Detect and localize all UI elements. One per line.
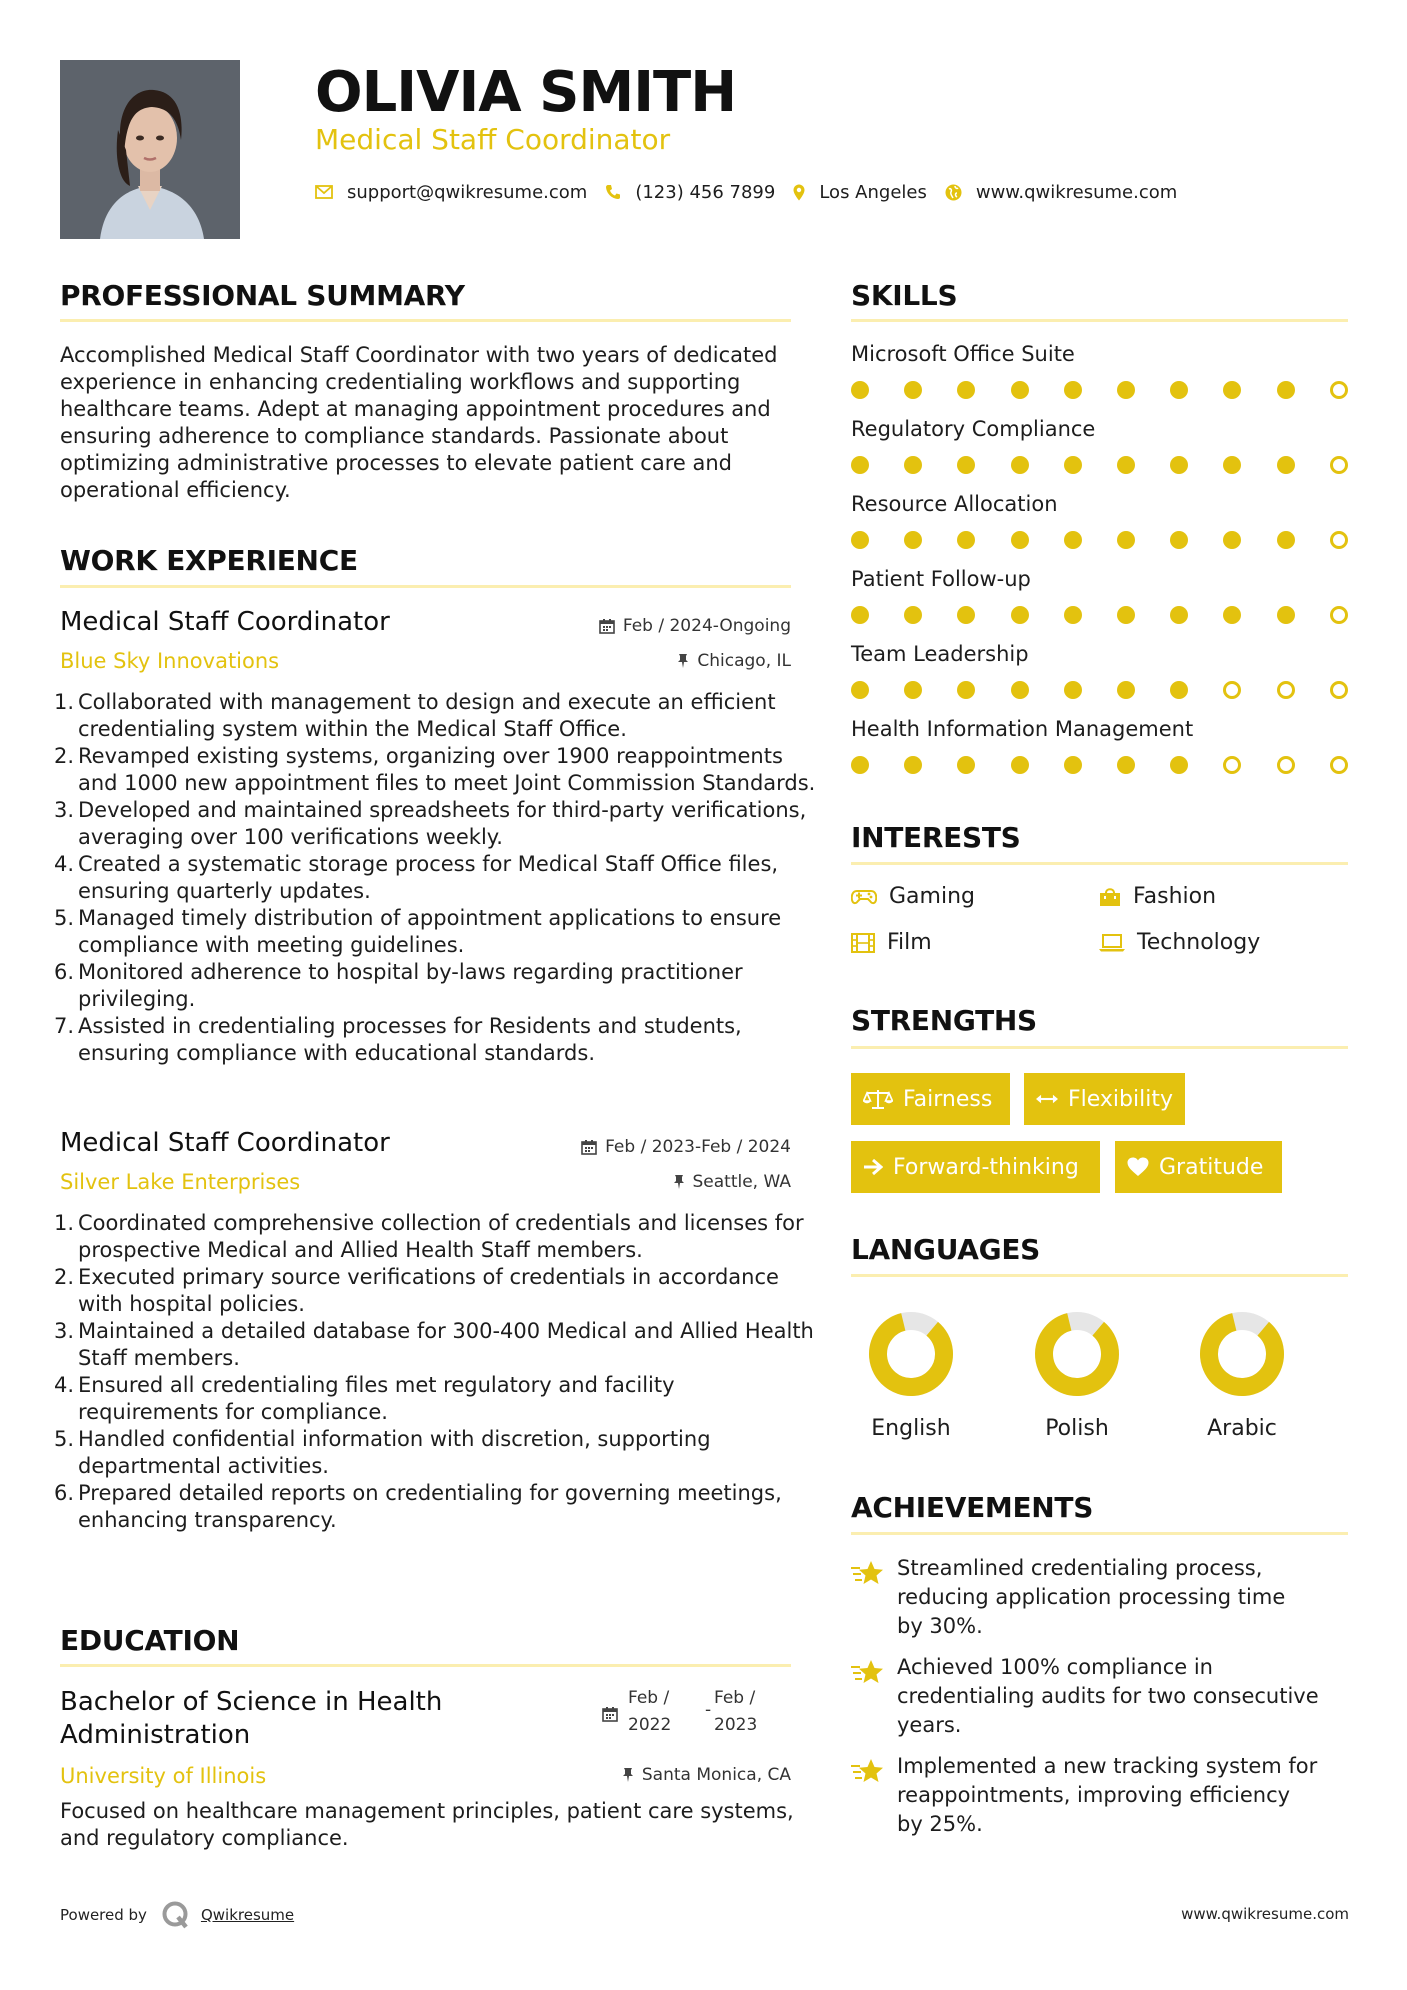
skill-dot-empty xyxy=(1223,681,1241,699)
education-dates xyxy=(602,1688,762,1744)
edu-start-year: 2022 xyxy=(628,1715,672,1735)
summary-divider xyxy=(60,319,791,322)
achievement-text xyxy=(897,1653,1347,1740)
skill-dot-filled xyxy=(1117,606,1135,624)
skill-dot-filled xyxy=(904,381,922,399)
star-icon xyxy=(851,1659,885,1687)
languages-divider xyxy=(851,1274,1348,1277)
arrows-horizontal-icon xyxy=(1036,1092,1058,1106)
experience-heading: WORK EXPERIENCE xyxy=(60,544,358,577)
interest-technology xyxy=(1099,929,1260,957)
education-text: Focused on healthcare management principles, patient care systems, and regulatory compliance. xyxy=(60,1799,794,1850)
skill-name: Team Leadership xyxy=(851,642,1029,666)
interest-gaming xyxy=(851,883,975,911)
skill-dot-filled xyxy=(1064,381,1082,399)
skills-divider xyxy=(851,319,1348,322)
laptop-icon xyxy=(1099,934,1125,952)
job-location-text-1: Chicago, IL xyxy=(697,651,791,671)
achievement-text xyxy=(897,1554,1347,1641)
job-bullets-2 xyxy=(60,1210,818,1534)
skill-dot-filled xyxy=(851,531,869,549)
education-location xyxy=(622,1764,791,1786)
degree-line-2: Administration xyxy=(60,1720,251,1750)
skill-name: Microsoft Office Suite xyxy=(851,342,1075,366)
pushpin-icon xyxy=(677,653,689,669)
achievement-line: reducing application processing time xyxy=(897,1585,1286,1609)
skill-dot-filled xyxy=(1277,381,1295,399)
education-divider xyxy=(60,1664,791,1667)
skill-dot-filled xyxy=(1011,756,1029,774)
job-dates-2 xyxy=(581,1136,791,1158)
powered-by-text: Powered by xyxy=(60,1906,147,1924)
interest-fashion xyxy=(1099,883,1216,911)
strength-forward-thinking xyxy=(851,1141,1100,1193)
job-dates-text-1: Feb / 2024-Ongoing xyxy=(622,616,791,636)
achievement-text xyxy=(897,1752,1347,1839)
strength-flexibility xyxy=(1024,1073,1185,1125)
skill-dot-filled xyxy=(1170,531,1188,549)
skill-dot-filled xyxy=(1064,606,1082,624)
skill-rating xyxy=(851,456,1348,474)
languages-heading: LANGUAGES xyxy=(851,1233,1041,1266)
interests-heading: INTERESTS xyxy=(851,821,1021,854)
school-name: University of Illinois xyxy=(60,1764,267,1788)
skill-dot-filled xyxy=(1011,531,1029,549)
skill-dot-filled xyxy=(1170,381,1188,399)
skill-dot-empty xyxy=(1223,756,1241,774)
achievement-line: Achieved 100% compliance in xyxy=(897,1655,1213,1679)
footer-powered-by xyxy=(60,1900,294,1930)
skill-dot-filled xyxy=(1117,681,1135,699)
list-item: Collaborated with management to design and execute an efficient credentialing system within the Medical Staff Office. xyxy=(78,690,776,741)
skill-dot-filled xyxy=(904,681,922,699)
achievements-heading: ACHIEVEMENTS xyxy=(851,1491,1094,1524)
strength-gratitude xyxy=(1115,1141,1282,1193)
skill-dot-filled xyxy=(1277,531,1295,549)
skill-name: Resource Allocation xyxy=(851,492,1058,516)
star-icon xyxy=(851,1560,885,1588)
strength-label: Fairness xyxy=(903,1086,993,1112)
profile-photo xyxy=(60,60,240,239)
skill-dot-filled xyxy=(1117,756,1135,774)
candidate-title: Medical Staff Coordinator xyxy=(315,123,671,156)
skill-dot-filled xyxy=(904,606,922,624)
skill-dot-empty xyxy=(1330,456,1348,474)
edu-end-year: 2023 xyxy=(714,1715,758,1735)
edu-start-month: Feb / xyxy=(628,1688,670,1708)
skill-dot-filled xyxy=(904,456,922,474)
skill-dot-filled xyxy=(957,381,975,399)
education-location-text: Santa Monica, CA xyxy=(641,1765,791,1785)
language-ring xyxy=(1192,1304,1292,1404)
skill-dot-filled xyxy=(1223,381,1241,399)
education-heading: EDUCATION xyxy=(60,1624,240,1657)
list-item: Developed and maintained spreadsheets for third-party verifications, averaging over 100 verifications weekly. xyxy=(78,798,807,849)
list-item: Monitored adherence to hospital by-laws regarding practitioner privileging. xyxy=(78,960,743,1011)
job-dates-1 xyxy=(599,615,791,637)
achievement-line: by 30%. xyxy=(897,1614,983,1638)
language-name: Arabic xyxy=(1207,1416,1277,1441)
skill-dot-filled xyxy=(1223,531,1241,549)
list-item: Created a systematic storage process for Medical Staff Office files, ensuring quarterly updates. xyxy=(78,852,779,903)
contact-email[interactable] xyxy=(315,182,587,203)
list-item: Prepared detailed reports on credentialing for governing meetings, enhancing transparency. xyxy=(78,1481,782,1532)
list-item: Revamped existing systems, organizing over 1900 reappointments and 1000 new appointment files to meet Joint Commission Standards. xyxy=(78,744,816,795)
achievement-line: by 25%. xyxy=(897,1812,983,1836)
job-dates-text-2: Feb / 2023-Feb / 2024 xyxy=(605,1137,791,1157)
email-text: support@qwikresume.com xyxy=(347,181,588,203)
skill-dot-filled xyxy=(1011,381,1029,399)
location-text: Los Angeles xyxy=(819,181,927,203)
achievement-line: reappointments, improving efficiency xyxy=(897,1783,1291,1807)
skill-dot-filled xyxy=(1223,456,1241,474)
skill-dot-filled xyxy=(1117,456,1135,474)
skill-dot-filled xyxy=(1170,681,1188,699)
skill-dot-filled xyxy=(851,756,869,774)
list-item: Coordinated comprehensive collection of credentials and licenses for prospective Medical and Allied Health Staff members. xyxy=(78,1211,804,1262)
star-icon xyxy=(851,1758,885,1786)
list-item: Handled confidential information with discretion, supporting departmental activities. xyxy=(78,1427,711,1478)
list-item: Maintained a detailed database for 300-400 Medical and Allied Health Staff members. xyxy=(78,1319,814,1370)
skill-dot-filled xyxy=(1064,681,1082,699)
phone-icon xyxy=(605,184,621,200)
website-text: www.qwikresume.com xyxy=(975,181,1178,203)
job-bullets-1 xyxy=(60,689,818,1067)
achievement-line: years. xyxy=(897,1713,962,1737)
job-location-2 xyxy=(673,1171,792,1193)
language-ring xyxy=(1027,1304,1127,1404)
job-location-1 xyxy=(677,650,791,672)
skill-dot-filled xyxy=(957,681,975,699)
skill-dot-empty xyxy=(1330,381,1348,399)
film-icon xyxy=(851,933,875,953)
strength-label: Forward-thinking xyxy=(893,1154,1079,1180)
skill-rating xyxy=(851,531,1348,549)
skill-dot-filled xyxy=(851,381,869,399)
skill-rating xyxy=(851,756,1348,774)
company-2: Silver Lake Enterprises xyxy=(60,1170,301,1194)
strengths-divider xyxy=(851,1046,1348,1049)
skills-heading: SKILLS xyxy=(851,279,958,312)
skill-name: Regulatory Compliance xyxy=(851,417,1096,441)
job-title-1: Medical Staff Coordinator xyxy=(60,607,390,637)
skill-dot-filled xyxy=(1064,456,1082,474)
achievements-divider xyxy=(851,1532,1348,1535)
skill-dot-filled xyxy=(1277,606,1295,624)
company-1: Blue Sky Innovations xyxy=(60,649,280,673)
list-item: Managed timely distribution of appointment applications to ensure compliance with meeting guidelines. xyxy=(78,906,782,957)
interest-label: Gaming xyxy=(889,884,975,909)
heart-icon xyxy=(1127,1157,1149,1177)
contact-location xyxy=(793,182,927,203)
skill-dot-filled xyxy=(904,531,922,549)
envelope-icon xyxy=(315,185,333,199)
interests-divider xyxy=(851,862,1348,865)
skill-dot-filled xyxy=(1011,606,1029,624)
skill-dot-filled xyxy=(1011,456,1029,474)
portrait-image xyxy=(60,60,240,239)
map-pin-icon xyxy=(793,184,805,201)
qwikresume-link[interactable]: Qwikresume xyxy=(200,1906,295,1924)
language-ring xyxy=(861,1304,961,1404)
summary-text: Accomplished Medical Staff Coordinator with two years of dedicated experience in enhancing credentialing workflows and supporting healthcare teams. Adept at managing appointment procedures and ensuring adherence to compliance standards. Passionate about optimizing administrative processes to elevate patient care and operational efficiency. xyxy=(60,343,778,502)
balance-scale-icon xyxy=(863,1088,893,1110)
contact-phone[interactable] xyxy=(605,182,775,203)
skill-dot-filled xyxy=(1223,606,1241,624)
strengths-heading: STRENGTHS xyxy=(851,1004,1037,1037)
skill-dot-filled xyxy=(851,606,869,624)
skill-name: Patient Follow-up xyxy=(851,567,1031,591)
skill-dot-filled xyxy=(904,756,922,774)
strength-label: Gratitude xyxy=(1159,1154,1264,1180)
strength-fairness xyxy=(851,1073,1010,1125)
interest-film xyxy=(851,929,932,957)
phone-text: (123) 456 7899 xyxy=(635,181,776,203)
edu-end-month: Feb / xyxy=(714,1688,756,1708)
skill-dot-filled xyxy=(1170,456,1188,474)
calendar-icon xyxy=(581,1139,597,1155)
bag-icon xyxy=(1099,887,1121,907)
skill-dot-empty xyxy=(1330,531,1348,549)
pushpin-icon xyxy=(622,1767,634,1783)
skill-rating xyxy=(851,681,1348,699)
achievement-line: Implemented a new tracking system for xyxy=(897,1754,1318,1778)
skill-dot-filled xyxy=(1117,381,1135,399)
qwikresume-logo-icon xyxy=(161,1900,191,1930)
achievement-line: Streamlined credentialing process, xyxy=(897,1556,1263,1580)
skill-dot-empty xyxy=(1330,681,1348,699)
contact-bar xyxy=(315,178,1195,206)
contact-website[interactable] xyxy=(945,182,1177,203)
candidate-name: OLIVIA SMITH xyxy=(315,60,737,125)
experience-divider xyxy=(60,585,791,588)
skill-dot-empty xyxy=(1277,756,1295,774)
skill-dot-filled xyxy=(1064,756,1082,774)
skill-dot-filled xyxy=(1011,681,1029,699)
list-item: Executed primary source verifications of credentials in accordance with hospital policies. xyxy=(78,1265,779,1316)
calendar-icon xyxy=(599,618,615,634)
skill-dot-filled xyxy=(851,681,869,699)
skill-dot-filled xyxy=(1277,456,1295,474)
skill-dot-empty xyxy=(1330,756,1348,774)
list-item: Ensured all credentialing files met regulatory and facility requirements for compliance. xyxy=(78,1373,675,1424)
achievement-line: credentialing audits for two consecutive xyxy=(897,1684,1319,1708)
skill-dot-filled xyxy=(1170,606,1188,624)
job-location-text-2: Seattle, WA xyxy=(692,1172,791,1192)
gamepad-icon xyxy=(851,889,877,905)
skill-rating xyxy=(851,606,1348,624)
skill-dot-filled xyxy=(957,756,975,774)
skill-dot-filled xyxy=(1117,531,1135,549)
language-name: English xyxy=(871,1416,951,1441)
job-title-2: Medical Staff Coordinator xyxy=(60,1128,390,1158)
list-item: Assisted in credentialing processes for Residents and students, ensuring compliance with educational standards. xyxy=(78,1014,742,1065)
pushpin-icon xyxy=(673,1174,685,1190)
interest-label: Fashion xyxy=(1133,884,1217,909)
degree-line-1: Bachelor of Science in Health xyxy=(60,1687,443,1717)
skill-dot-filled xyxy=(957,531,975,549)
skill-dot-filled xyxy=(957,606,975,624)
skill-dot-filled xyxy=(1064,531,1082,549)
edu-date-dash: - xyxy=(705,1700,712,1720)
language-name: Polish xyxy=(1045,1416,1109,1441)
calendar-icon xyxy=(602,1706,618,1722)
skill-dot-empty xyxy=(1330,606,1348,624)
skill-rating xyxy=(851,381,1348,399)
skill-dot-empty xyxy=(1277,681,1295,699)
summary-heading: PROFESSIONAL SUMMARY xyxy=(60,279,465,312)
skill-dot-filled xyxy=(1170,756,1188,774)
skill-dot-filled xyxy=(851,456,869,474)
interest-label: Film xyxy=(887,930,932,955)
skill-dot-filled xyxy=(957,456,975,474)
skill-name: Health Information Management xyxy=(851,717,1194,741)
globe-icon xyxy=(945,184,962,201)
arrow-right-icon xyxy=(863,1158,883,1176)
footer-website[interactable]: www.qwikresume.com xyxy=(1181,1905,1349,1923)
strength-label: Flexibility xyxy=(1068,1086,1173,1112)
interest-label: Technology xyxy=(1137,930,1261,955)
